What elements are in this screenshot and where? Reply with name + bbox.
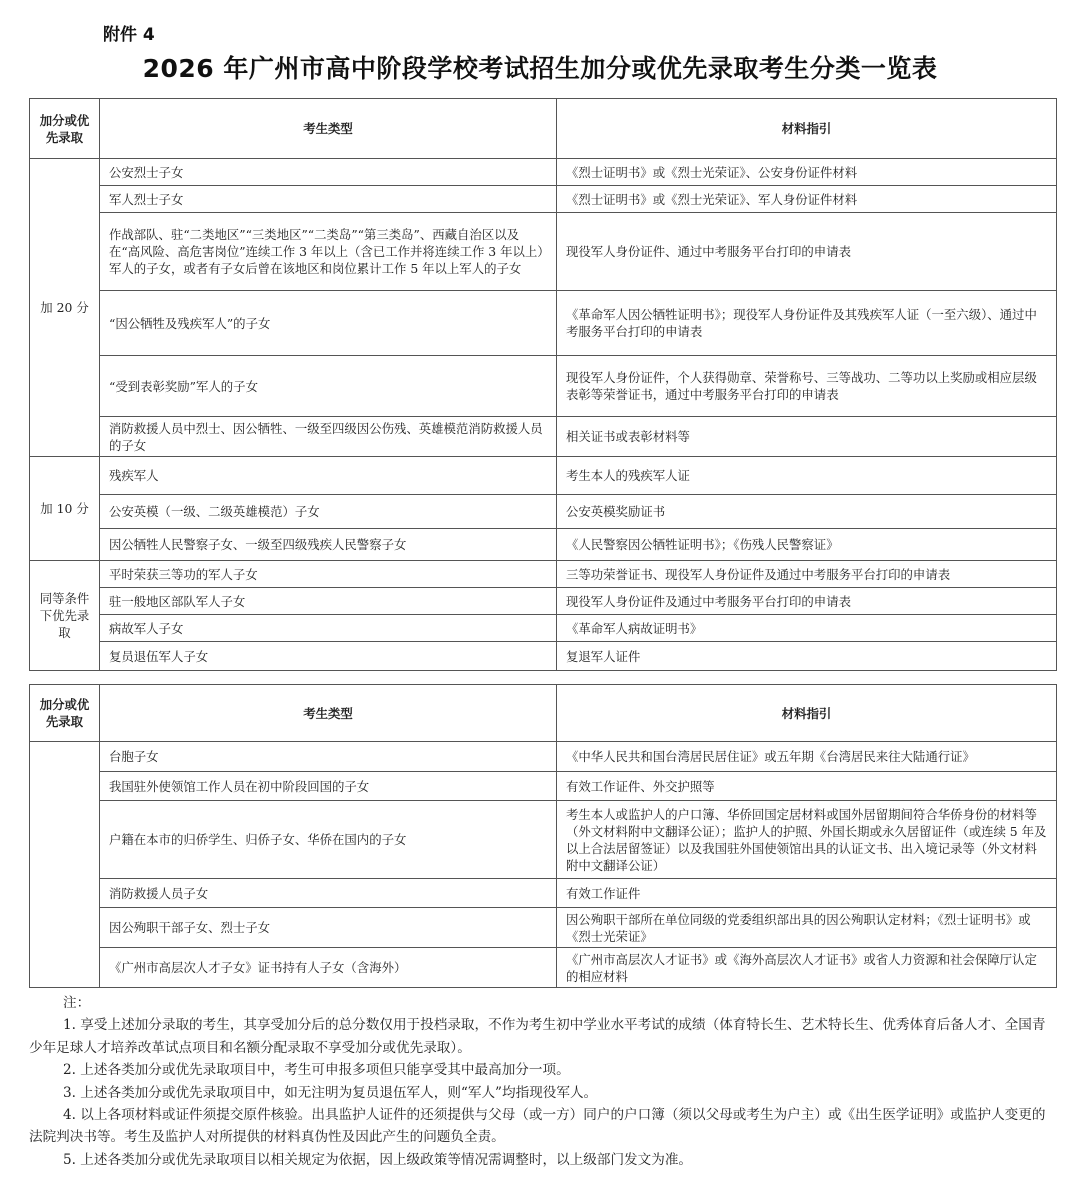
row-material: 现役军人身份证件，个人获得勋章、荣誉称号、三等战功、二等功以上奖励或相应层级表彰等荣誉证书，通过中考服务平台打印的申请表	[557, 356, 1057, 417]
header-material: 材料指引	[557, 685, 1057, 742]
row-type: 《广州市高层次人才子女》证书持有人子女（含海外）	[100, 948, 557, 988]
header-category: 加分或优先录取	[30, 99, 100, 159]
table-row	[30, 529, 1057, 561]
row-material: 《广州市高层次人才证书》或《海外高层次人才证书》或省人力资源和社会保障厅认定的相应材料	[557, 948, 1057, 988]
row-type: 驻一般地区部队军人子女	[100, 588, 557, 615]
row-material: 《革命军人病故证明书》	[557, 615, 1057, 642]
row-material: 考生本人或监护人的户口簿、华侨回国定居材料或国外居留期间符合华侨身份的材料等（外文材料附中文翻译公证）；监护人的护照、外国长期或永久居留证件（或连续 5 年及以上合法居留签证）以及我国驻外国使领馆出具的认证文书、出入境记录等（外文材料附中文翻译公证）	[557, 801, 1057, 879]
table-row	[30, 948, 1057, 988]
table-row	[30, 417, 1057, 457]
row-material: 现役军人身份证件、通过中考服务平台打印的申请表	[557, 213, 1057, 291]
group-label: 加 10 分	[30, 457, 100, 561]
row-material: 现役军人身份证件及通过中考服务平台打印的申请表	[557, 588, 1057, 615]
row-type: 病故军人子女	[100, 615, 557, 642]
row-type: “受到表彰奖励”军人的子女	[100, 356, 557, 417]
row-material: 《中华人民共和国台湾居民居住证》或五年期《台湾居民来往大陆通行证》	[557, 742, 1057, 772]
row-material: 考生本人的残疾军人证	[557, 457, 1057, 495]
notes-heading: 注：	[63, 995, 91, 1011]
page-title: 2026 年广州市高中阶段学校考试招生加分或优先录取考生分类一览表	[142, 54, 938, 83]
header-material: 材料指引	[557, 99, 1057, 159]
note-item: 3. 上述各类加分或优先录取项目中，如无注明为复员退伍军人，则“军人”均指现役军人。	[63, 1084, 598, 1101]
table-row	[30, 561, 1057, 588]
table-row	[30, 772, 1057, 801]
row-type: 因公牺牲人民警察子女、一级至四级残疾人民警察子女	[100, 529, 557, 561]
row-type: 台胞子女	[100, 742, 557, 772]
note-item: 5. 上述各类加分或优先录取项目以相关规定为依据，因上级政策等情况需调整时，以上级部门发文为准。	[63, 1151, 693, 1168]
table-row	[30, 495, 1057, 529]
row-type: 我国驻外使领馆工作人员在初中阶段回国的子女	[100, 772, 557, 801]
row-material: 三等功荣誉证书、现役军人身份证件及通过中考服务平台打印的申请表	[557, 561, 1057, 588]
note-item: 4. 以上各项材料或证件须提交原件核验。出具监护人证件的还须提供与父母（或一方）同户的户口簿（须以父母或考生为户主）或《出生医学证明》或监护人变更的法院判决书等。考生及监护人对所提供的材料真伪性及因此产生的问题负全责。	[29, 1107, 1046, 1146]
row-material: 相关证书或表彰材料等	[557, 417, 1057, 457]
group-label: 同等条件下优先录取	[30, 561, 100, 671]
table-header-row	[30, 685, 1057, 742]
row-type: 作战部队、驻“二类地区”“三类地区”“二类岛”“第三类岛”、西藏自治区以及在“高风险、高危害岗位”连续工作 3 年以上（含已工作并将连续工作 3 年以上）军人的子女，或者有子女后曾在该地区和岗位累计工作 5 年以上军人的子女	[100, 213, 557, 291]
table-row	[30, 801, 1057, 879]
row-type: 复员退伍军人子女	[100, 642, 557, 671]
row-material: 有效工作证件	[557, 879, 1057, 908]
bonus-table	[29, 98, 1057, 671]
table-row	[30, 742, 1057, 772]
row-material: 公安英模奖励证书	[557, 495, 1057, 529]
header-type: 考生类型	[100, 99, 557, 159]
row-type: “因公牺牲及残疾军人”的子女	[100, 291, 557, 356]
table-row	[30, 213, 1057, 291]
row-type: 残疾军人	[100, 457, 557, 495]
table-row	[30, 588, 1057, 615]
row-type: 军人烈士子女	[100, 186, 557, 213]
group-label	[30, 742, 100, 988]
row-material: 《烈士证明书》或《烈士光荣证》、军人身份证件材料	[557, 186, 1057, 213]
note-item: 2. 上述各类加分或优先录取项目中，考生可申报多项但只能享受其中最高加分一项。	[63, 1062, 570, 1079]
group-label: 加 20 分	[30, 159, 100, 457]
row-type: 消防救援人员子女	[100, 879, 557, 908]
table-row	[30, 615, 1057, 642]
row-material: 《革命军人因公牺牲证明书》；现役军人身份证件及其残疾军人证（一至六级）、通过中考服务平台打印的申请表	[557, 291, 1057, 356]
row-type: 消防救援人员中烈士、因公牺牲、一级至四级因公伤残、英雄模范消防救援人员的子女	[100, 417, 557, 457]
table-row	[30, 159, 1057, 186]
row-type: 平时荣获三等功的军人子女	[100, 561, 557, 588]
note-item: 1. 享受上述加分录取的考生，其享受加分后的总分数仅用于投档录取，不作为考生初中学业水平考试的成绩（体育特长生、艺术特长生、优秀体育后备人才、全国青少年足球人才培养改革试点项目和名额分配录取不享受加分或优先录取）。	[29, 1017, 1046, 1056]
row-material: 复退军人证件	[557, 642, 1057, 671]
row-type: 户籍在本市的归侨学生、归侨子女、华侨在国内的子女	[100, 801, 557, 879]
table-row	[30, 291, 1057, 356]
table-row	[30, 457, 1057, 495]
row-material: 有效工作证件、外交护照等	[557, 772, 1057, 801]
table-header-row	[30, 99, 1057, 159]
notes-section	[29, 992, 1059, 1171]
row-type: 公安烈士子女	[100, 159, 557, 186]
row-type: 公安英模（一级、二级英雄模范）子女	[100, 495, 557, 529]
attachment-label: 附件 4	[103, 25, 155, 45]
row-type: 因公殉职干部子女、烈士子女	[100, 908, 557, 948]
table-row	[30, 879, 1057, 908]
table-row	[30, 908, 1057, 948]
header-category: 加分或优先录取	[30, 685, 100, 742]
table-row	[30, 642, 1057, 671]
header-type: 考生类型	[100, 685, 557, 742]
priority-table	[29, 684, 1057, 988]
table-row	[30, 186, 1057, 213]
table-row	[30, 356, 1057, 417]
row-material: 因公殉职干部所在单位同级的党委组织部出具的因公殉职认定材料；《烈士证明书》或《烈士光荣证》	[557, 908, 1057, 948]
row-material: 《烈士证明书》或《烈士光荣证》、公安身份证件材料	[557, 159, 1057, 186]
row-material: 《人民警察因公牺牲证明书》；《伤残人民警察证》	[557, 529, 1057, 561]
